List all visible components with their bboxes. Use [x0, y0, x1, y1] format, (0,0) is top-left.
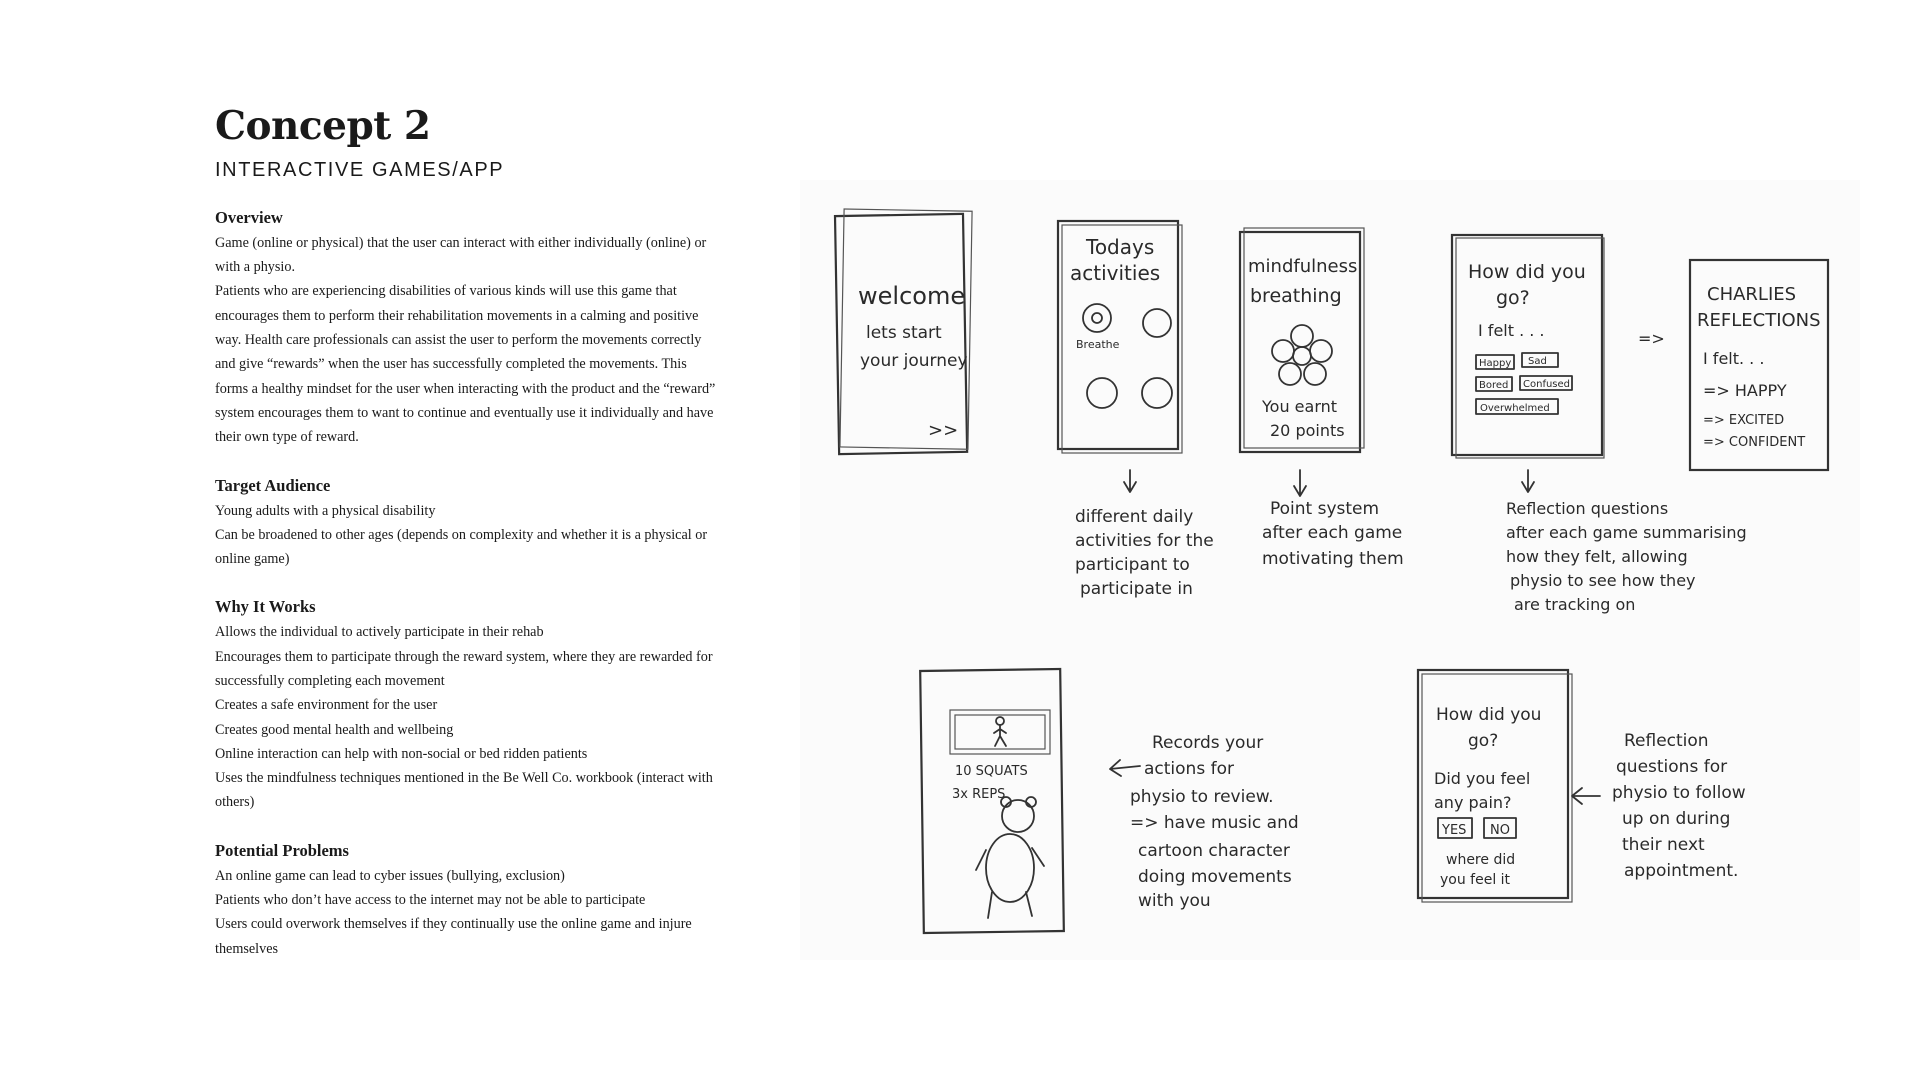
arrow-to-reflections: =>: [1638, 329, 1665, 348]
squats-label: 10 SQUATS: [955, 764, 1028, 779]
down-arrow-icon: [1522, 470, 1534, 492]
potential-problems-heading: Potential Problems: [215, 840, 349, 860]
note-line: are tracking on: [1514, 595, 1636, 614]
note-line: Point system: [1270, 499, 1380, 519]
stick-figure-icon: [994, 717, 1006, 746]
chip-sad-label: Sad: [1528, 356, 1547, 367]
flower-icon: [1272, 325, 1332, 385]
target-audience-heading: Target Audience: [215, 475, 331, 495]
note-line: physio to follow: [1612, 783, 1746, 803]
page-title: Concept 2: [215, 103, 431, 149]
why-it-works-line: Encourages them to participate through the reward system, where they are rewarded for successfully completing each movement: [215, 648, 713, 689]
note-line: motivating them: [1262, 549, 1404, 569]
note-line: their next: [1622, 835, 1705, 855]
why-it-works-line: Allows the individual to actively participate in their rehab: [215, 624, 544, 641]
note-line: appointment.: [1624, 861, 1739, 881]
left-arrow-icon: [1572, 788, 1600, 804]
note-line: physio to review.: [1130, 787, 1274, 807]
why-it-works-section: [215, 597, 720, 814]
note-line: actions for: [1144, 759, 1234, 779]
activity-icon: [1087, 378, 1117, 408]
down-arrow-icon: [1294, 470, 1306, 496]
potential-problems-line: An online game can lead to cyber issues (bullying, exclusion): [215, 867, 565, 884]
left-arrow-icon: [1110, 760, 1140, 776]
note-line: activities for the: [1075, 531, 1214, 551]
pain-check-title: go?: [1468, 731, 1499, 751]
mindfulness-title: breathing: [1250, 285, 1342, 307]
sketch-screen-how-did-you-go: [1452, 235, 1604, 458]
sketch-screen-activities: [1058, 221, 1182, 453]
potential-problems-line: Users could overwork themselves if they continually use the online game and injure themselves: [215, 916, 692, 957]
next-arrows: >>: [928, 420, 959, 441]
activities-title: activities: [1070, 261, 1161, 285]
yes-label: YES: [1442, 823, 1467, 838]
pain-location-text: you feel it: [1440, 872, 1511, 888]
reflections-line: => HAPPY: [1703, 381, 1787, 400]
note-line: physio to see how they: [1510, 571, 1696, 590]
how-did-you-go-title: How did you: [1468, 261, 1586, 283]
overview-paragraph-2: Patients who are experiencing disabilities of various kinds will use this game that encourages them to perform their rehabilitation movements in a calming and positive way. Health care professionals can assist the user to perform the movements correctly and give “rewards” when the user has successfully completed the movements. This forms a healthy mindset for the user when interacting with the product and the “reward” system encourages them to want to continue and eventually use it individually and have their own type of reward.: [215, 283, 716, 446]
note-line: => have music and: [1130, 813, 1299, 833]
chip-bored-label: Bored: [1479, 380, 1509, 391]
why-it-works-line: Online interaction can help with non-social or bed ridden patients: [215, 745, 588, 762]
welcome-text: welcome: [858, 282, 966, 310]
note-physio-follow-up: [1612, 731, 1746, 881]
activity-icon: [1143, 309, 1171, 337]
breathe-label: Breathe: [1076, 338, 1120, 351]
breathe-icon: [1083, 304, 1111, 332]
sketch-screen-reflections: [1690, 260, 1828, 470]
potential-problems-section: [215, 841, 720, 961]
note-line: participant to: [1075, 555, 1190, 575]
welcome-subtext: lets start: [866, 323, 942, 343]
how-did-you-go-title: go?: [1496, 287, 1530, 309]
pain-check-title: How did you: [1436, 705, 1542, 725]
no-label: NO: [1490, 823, 1510, 838]
activity-icon: [1142, 378, 1172, 408]
reflections-title: CHARLIES: [1707, 284, 1797, 305]
chip-overwhelmed-label: Overwhelmed: [1480, 403, 1550, 414]
flower-icon: [1092, 313, 1102, 323]
pain-location-text: where did: [1446, 852, 1516, 868]
note-line: up on during: [1622, 809, 1731, 829]
note-records-actions: [1130, 733, 1299, 911]
page-subtitle: INTERACTIVE GAMES/APP: [215, 158, 505, 181]
note-line: doing movements: [1138, 867, 1292, 887]
note-line: how they felt, allowing: [1506, 547, 1688, 566]
reps-label: 3x REPS: [952, 787, 1006, 802]
mindfulness-title: mindfulness: [1248, 256, 1358, 277]
note-line: with you: [1138, 891, 1211, 911]
note-line: participate in: [1080, 579, 1193, 599]
cartoon-bear-icon: [976, 797, 1044, 918]
why-it-works-line: Creates good mental health and wellbeing: [215, 721, 454, 738]
why-it-works-line: Uses the mindfulness techniques mentioned in the Be Well Co. workbook (interact with others): [215, 770, 713, 811]
chip-happy-label: Happy: [1479, 358, 1512, 369]
note-line: different daily: [1075, 507, 1194, 527]
overview-heading: Overview: [215, 207, 283, 227]
storyboard-sketch: [800, 180, 1860, 960]
sketch-screen-pain-check: [1418, 670, 1572, 902]
reflections-line: => EXCITED: [1703, 413, 1785, 428]
note-line: Reflection questions: [1506, 499, 1669, 518]
chip-confused-label: Confused: [1523, 379, 1571, 390]
sketch-canvas: [800, 180, 1860, 960]
why-it-works-heading: Why It Works: [215, 597, 316, 617]
reflections-title: REFLECTIONS: [1697, 310, 1821, 331]
note-line: questions for: [1616, 757, 1728, 777]
note-line: cartoon character: [1138, 841, 1290, 861]
sketch-screen-welcome: [835, 209, 972, 454]
i-felt-text: I felt . . .: [1478, 321, 1545, 340]
reflections-line: I felt. . .: [1703, 349, 1765, 368]
why-it-works-line: Creates a safe environment for the user: [215, 697, 438, 714]
reflections-line: => CONFIDENT: [1703, 435, 1806, 450]
overview-paragraph-1: Game (online or physical) that the user can interact with either individually (online) or with a physio.: [215, 234, 707, 276]
note-reflection-questions: [1506, 499, 1747, 614]
note-line: after each game: [1262, 523, 1403, 543]
note-line: after each game summarising: [1506, 523, 1747, 542]
welcome-subtext: your journey: [860, 351, 968, 371]
points-earned-text: 20 points: [1270, 421, 1345, 440]
note-line: Reflection: [1624, 731, 1709, 751]
activities-title: Todays: [1086, 235, 1155, 259]
sketch-screen-mindfulness: [1240, 228, 1364, 452]
note-line: Records your: [1152, 733, 1264, 753]
note-point-system: [1262, 499, 1404, 569]
points-earned-text: You earnt: [1262, 397, 1338, 416]
potential-problems-line: Patients who don’t have access to the internet may not be able to participate: [215, 892, 646, 909]
note-daily-activities: [1075, 507, 1214, 599]
target-audience-section: [215, 476, 720, 572]
overview-section: [215, 208, 720, 450]
text-column: [215, 104, 720, 961]
pain-question: any pain?: [1434, 793, 1512, 812]
target-audience-line: Young adults with a physical disability: [215, 502, 436, 519]
down-arrow-icon: [1124, 470, 1136, 492]
target-audience-line: Can be broadened to other ages (depends on complexity and whether it is a physical or online game): [215, 526, 708, 568]
sketch-screen-squats: [920, 669, 1064, 933]
pain-question: Did you feel: [1434, 769, 1531, 788]
